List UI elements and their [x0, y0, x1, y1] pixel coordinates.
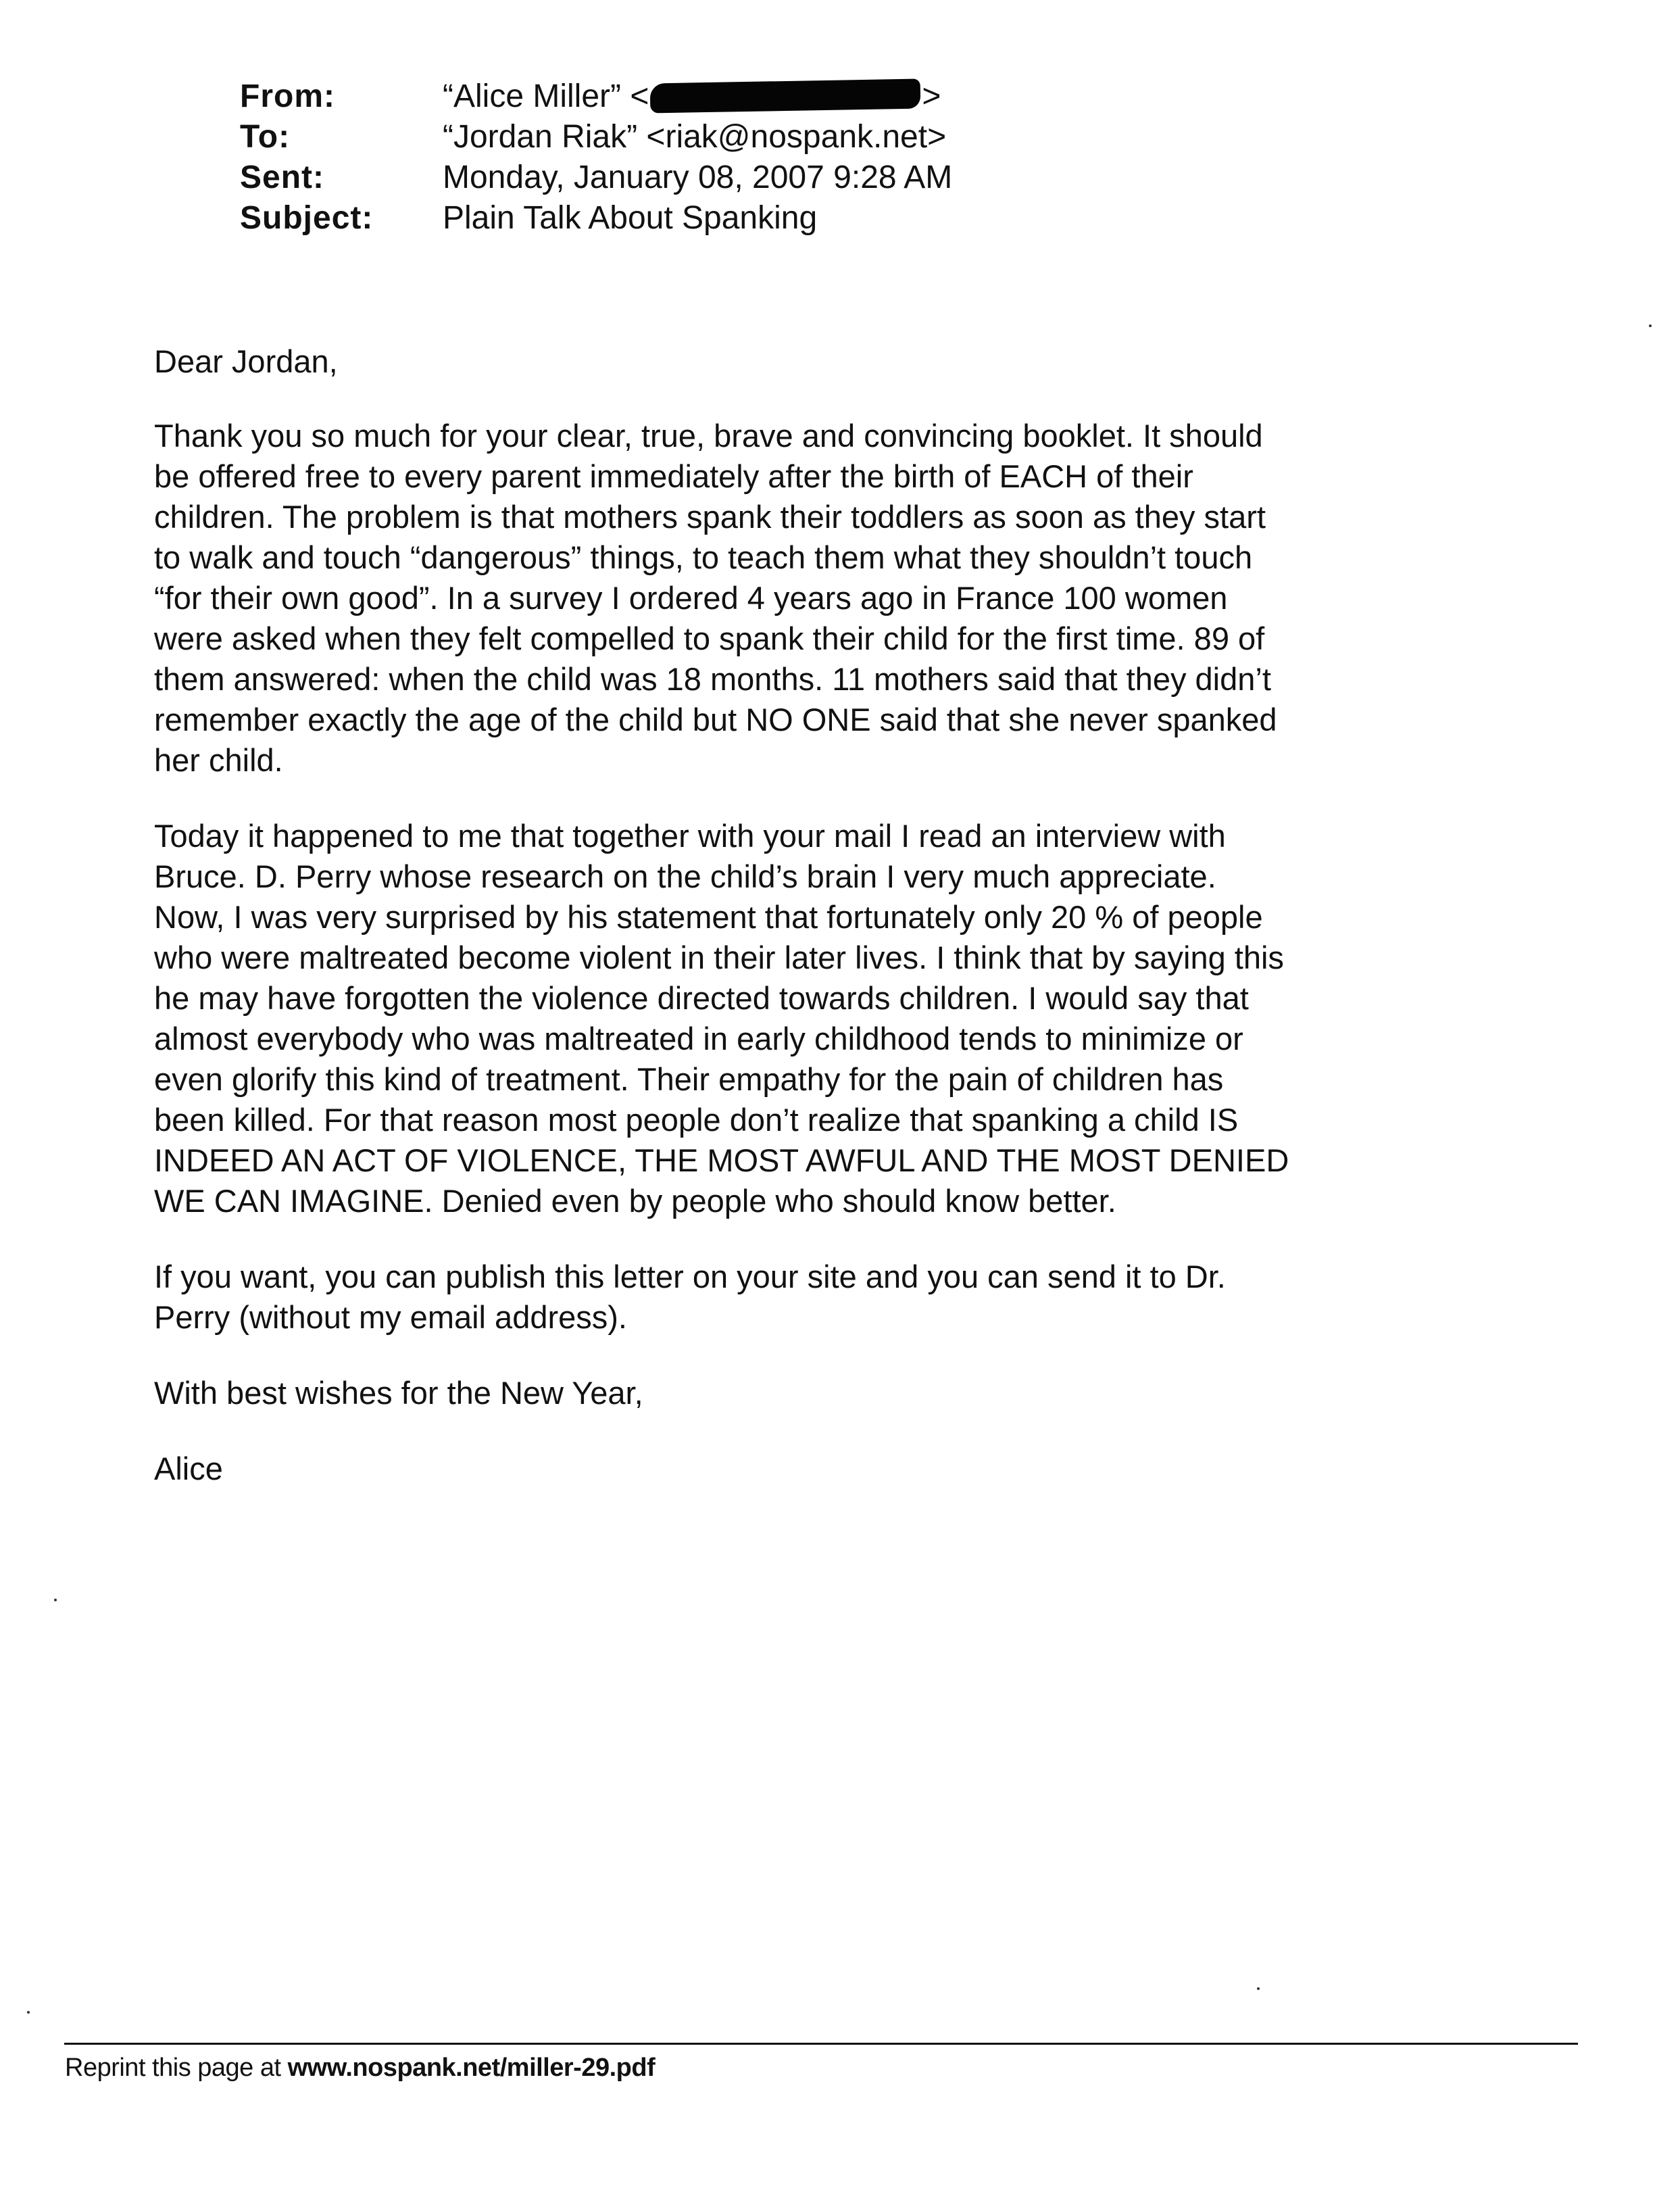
to-row [240, 118, 1524, 159]
footer-divider [64, 2043, 1578, 2045]
paragraph-3: If you want, you can publish this letter on your site and you can send it to Dr. Perry (without my email address). [154, 1259, 1226, 1335]
to-label: To: [240, 119, 291, 155]
scan-speck [27, 2011, 30, 2014]
scan-speck [54, 1599, 57, 1601]
sent-value: Monday, January 08, 2007 9:28 AM [443, 160, 953, 195]
from-value [443, 78, 941, 115]
from-close-bracket: > [922, 78, 941, 114]
scan-speck [1649, 324, 1652, 327]
footer-prefix: Reprint this page at [65, 2054, 288, 2082]
paragraph-1: Thank you so much for your clear, true, brave and convincing booklet. It should be offered free to every parent immediately after the birth of EACH of their children. The problem is that mothers spank their toddlers as soon as they start to walk and touch “dangerous” things, to teach them what they shouldn’t touch “for their own good”. In a survey I ordered 4 years ago in France 100 women were asked when they felt compelled to spank their child for the first time. 89 of them answered: when the child was 18 months. 11 mothers said that they didn’t remember exactly the age of the child but NO ONE said that she never spanked her child. [154, 418, 1277, 778]
subject-value: Plain Talk About Spanking [443, 200, 818, 236]
subject-label: Subject: [240, 200, 374, 236]
letter-body [154, 341, 1526, 1489]
footer-url[interactable]: www.nospank.net/miller-29.pdf [287, 2054, 656, 2082]
sent-label: Sent: [240, 160, 324, 195]
from-row [240, 78, 1524, 118]
from-label: From: [240, 78, 335, 114]
paragraph-2: Today it happened to me that together with your mail I read an interview with Bruce. D. Perry whose research on the child’s brain I very much appreciate. Now, I was very surprised by his statement that fortunately only 20 % of people who were maltreated become violent in their later lives. I think that by saying this he may have forgotten the violence directed towards children. I would say that almost everybody who was maltreated in early childhood tends to minimize or even glorify this kind of treatment. Their empathy for the pain of children has been killed. For that reason most people don’t realize that spanking a child IS INDEED AN ACT OF VIOLENCE, THE MOST AWFUL AND THE MOST DENIED WE CAN IMAGINE. Denied even by people who should know better. [154, 818, 1289, 1219]
from-name: “Alice Miller” < [443, 78, 649, 114]
scan-speck [1257, 1987, 1260, 1990]
subject-row [240, 199, 1524, 240]
redaction-mark [650, 79, 921, 114]
to-value: “Jordan Riak” <riak@nospank.net> [443, 119, 947, 155]
greeting: Dear Jordan, [154, 343, 338, 379]
email-header [240, 78, 1524, 240]
closing: With best wishes for the New Year, [154, 1375, 643, 1411]
footer [65, 2054, 655, 2083]
sent-row [240, 159, 1524, 199]
signature: Alice [154, 1451, 223, 1486]
